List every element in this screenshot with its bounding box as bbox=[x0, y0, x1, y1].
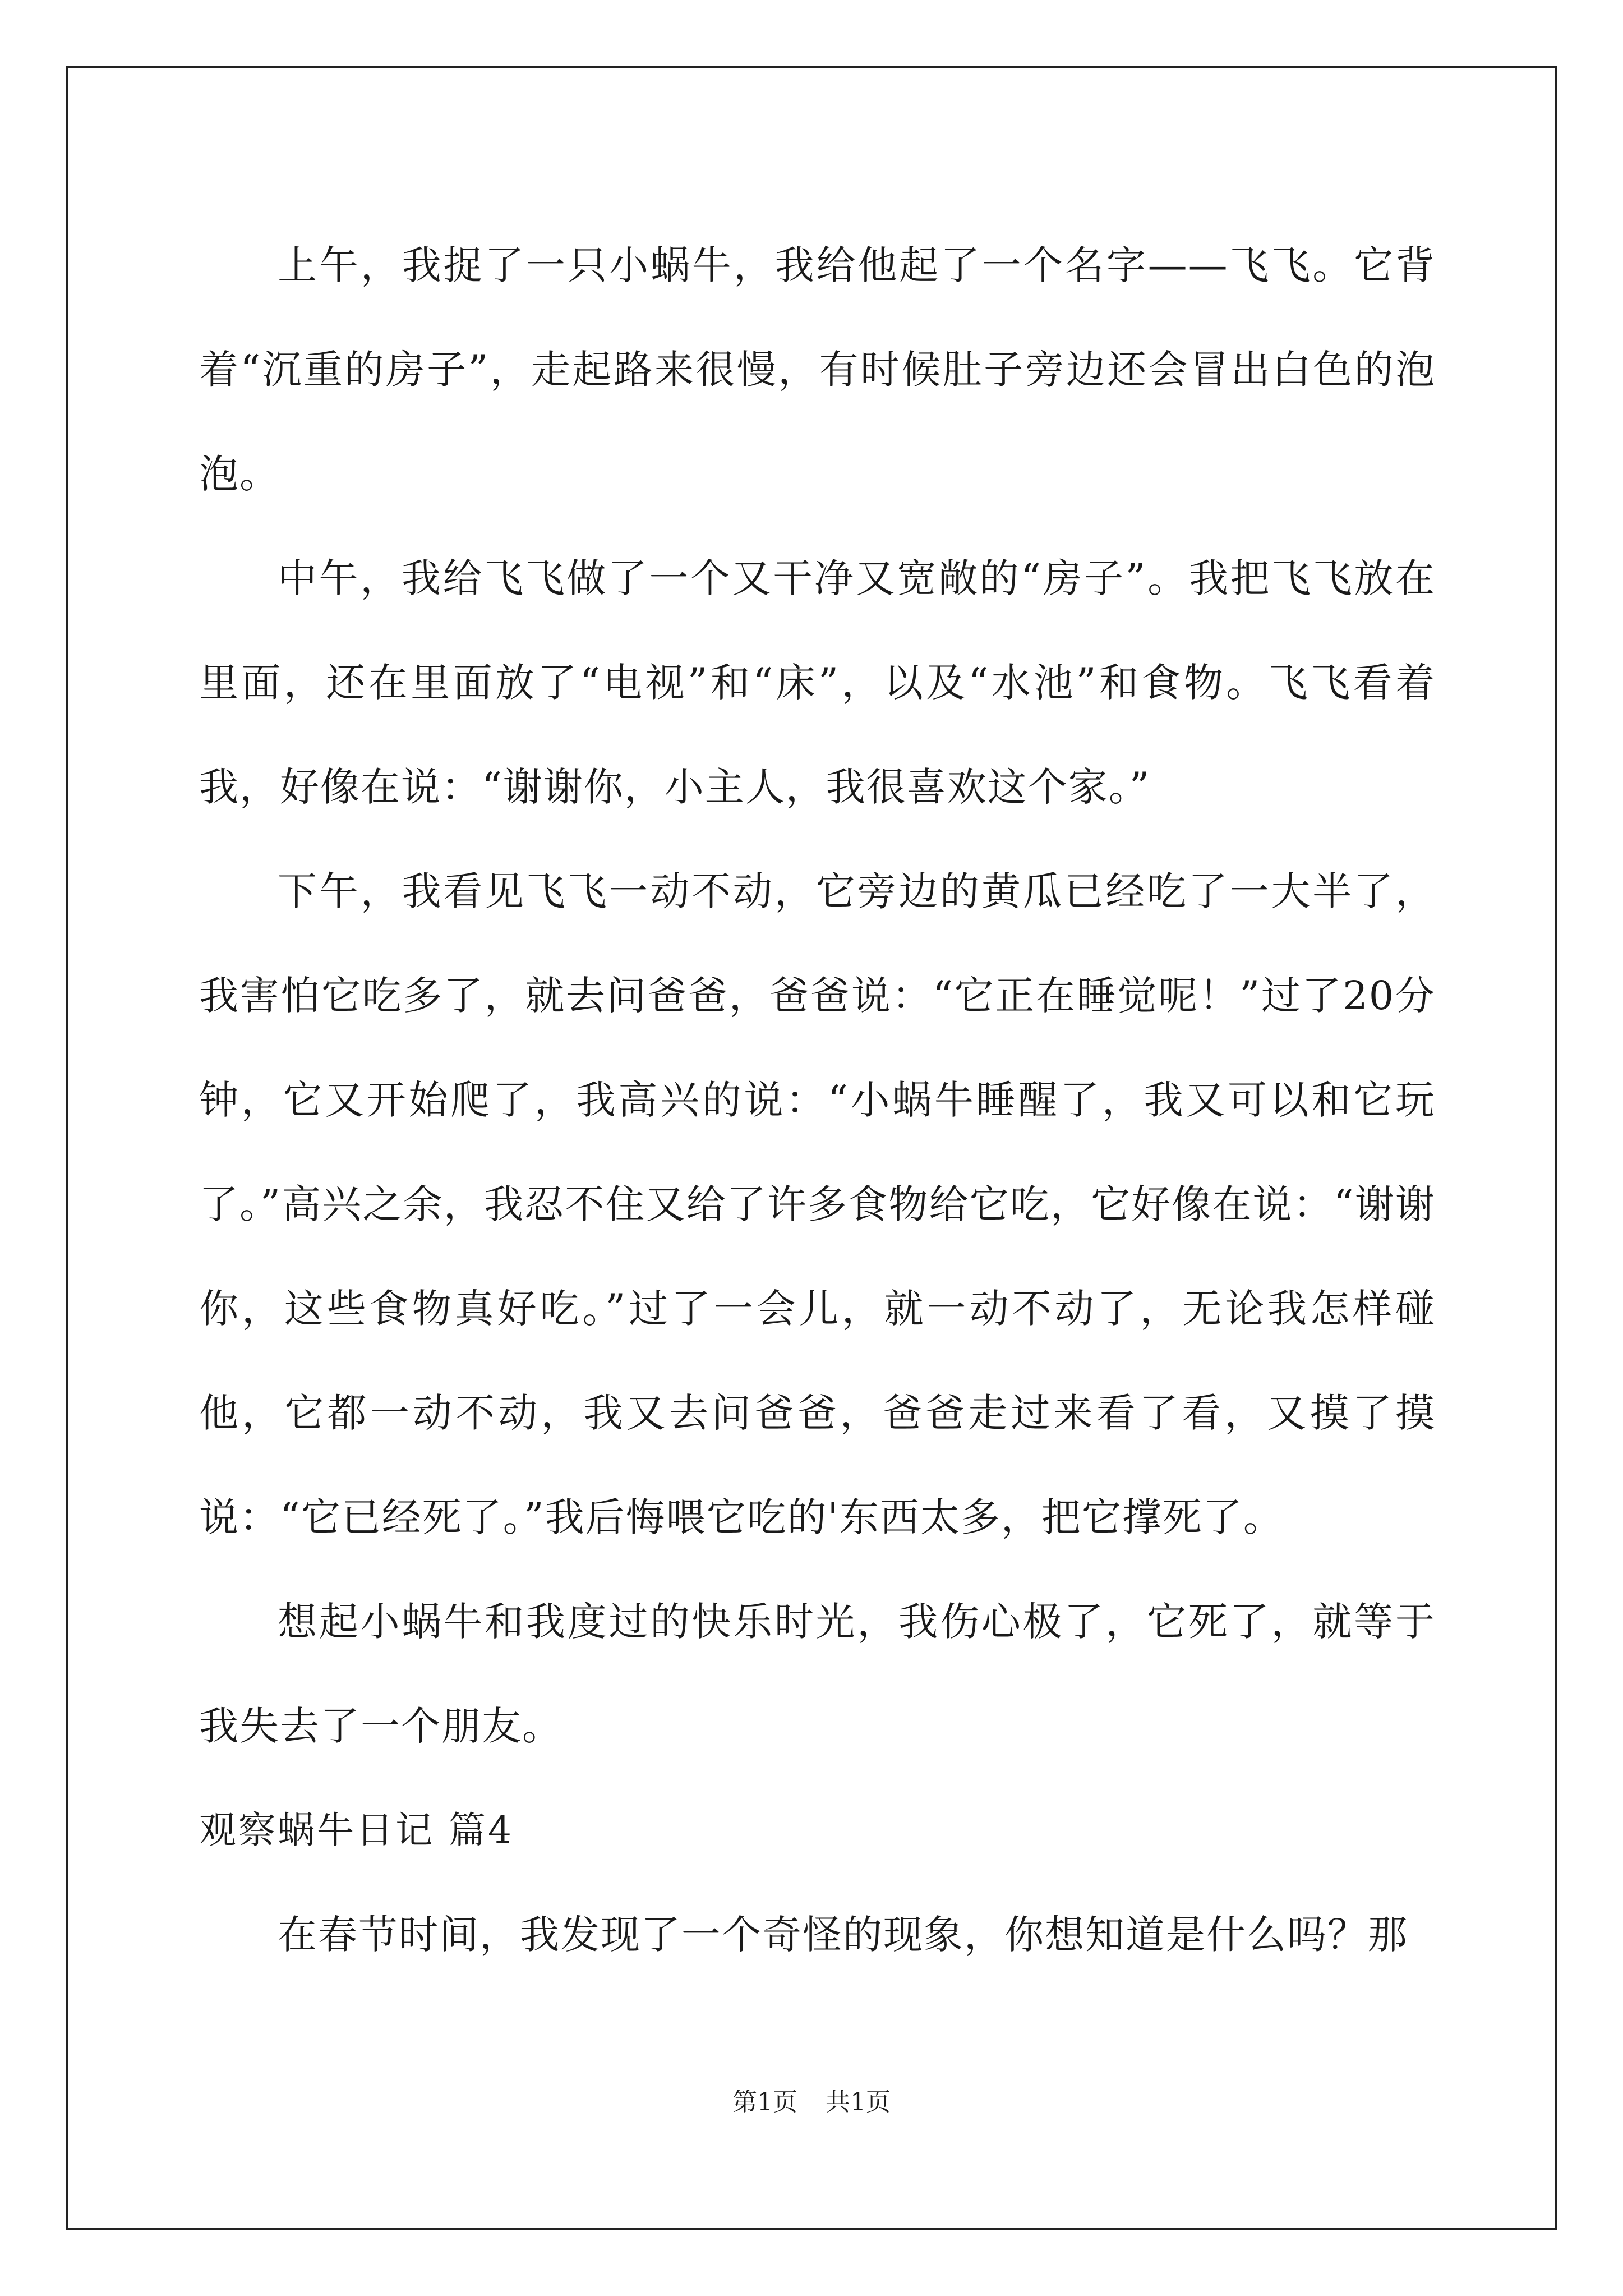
page-total: 共1页 bbox=[826, 2088, 891, 2116]
page-footer bbox=[0, 2086, 1623, 2119]
document-body bbox=[199, 213, 1436, 1987]
section-heading: 观察蜗牛日记 篇4 bbox=[199, 1809, 514, 1852]
paragraph-spring-festival: 在春节时间，我发现了一个奇怪的现象，你想知道是什么吗？那 bbox=[278, 1912, 1408, 1958]
paragraph-afternoon: 下午，我看见飞飞一动不动，它旁边的黄瓜已经吃了一大半了，我害怕它吃多了，就去问爸爸，爸爸说：“它正在睡觉呢！”过了20分钟，它又开始爬了，我高兴的说：“小蜗牛睡醒了，我又可以和它玩了。”高兴之余，我忍不住又给了许多食物给它吃，它好像在说：“谢谢你，这些食物真好吃。”过了一会儿，就一动不动了，无论我怎样碰他，它都一动不动，我又去问爸爸，爸爸走过来看了看，又摸了摸说：“它已经死了。”我后悔喂它吃的'东西太多，把它撑死了。 bbox=[199, 868, 1436, 1540]
paragraph-noon: 中午，我给飞飞做了一个又干净又宽敞的“房子”。我把飞飞放在里面，还在里面放了“电视”和“床”，以及“水池”和食物。飞飞看着我，好像在说：“谢谢你，小主人，我很喜欢这个家。” bbox=[199, 555, 1436, 810]
paragraph-reflection: 想起小蜗牛和我度过的快乐时光，我伤心极了，它死了，就等于我失去了一个朋友。 bbox=[199, 1599, 1436, 1749]
page-number: 第1页 bbox=[732, 2088, 797, 2116]
paragraph-morning: 上午，我捉了一只小蜗牛，我给他起了一个名字——飞飞。它背着“沉重的房子”，走起路来很慢，有时候肚子旁边还会冒出白色的泡泡。 bbox=[199, 242, 1436, 497]
